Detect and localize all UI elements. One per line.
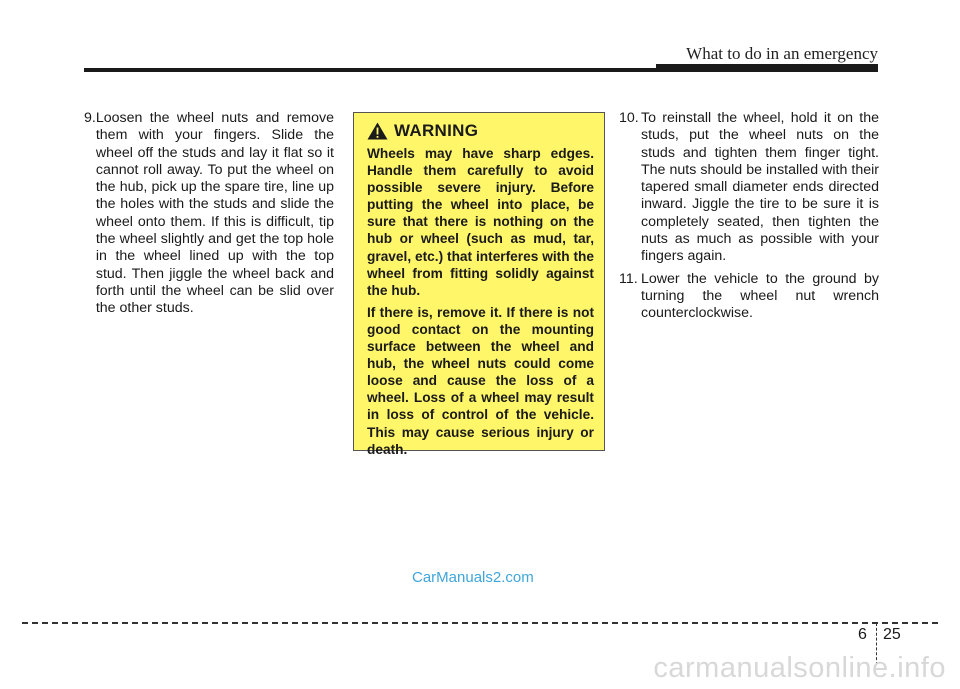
warning-triangle-icon: [367, 122, 388, 140]
warning-title: WARNING: [394, 121, 479, 140]
warning-box: [353, 112, 605, 457]
warning-paragraph: Wheels may have sharp edges. Handle them carefully to avoid possible severe injury. Before putting the wheel into place, be sure that there is nothing on the hub or wheel (such as mud, tar, gravel, etc.) that interferes with the wheel from fitting solidly against the hub.: [367, 146, 594, 298]
step-text: Loosen the wheel nuts and remove them with your fingers. Slide the wheel off the studs and lay it flat so it cannot roll away. To put the wheel on the hub, pick up the spare tire, line up the holes with the studs and slide the wheel onto them. If this is difficult, tip the wheel slightly and get the top hole in the wheel lined up with the top stud. Then jiggle the wheel back and forth until the wheel can be slid over the other studs.: [95, 110, 334, 317]
chapter-number: 6: [858, 626, 867, 643]
step-9: [84, 110, 334, 318]
right-column: [619, 110, 879, 328]
page-number: 25: [883, 626, 901, 643]
step-number: 11.: [619, 270, 638, 287]
watermark-footer: carmanualsonline.info: [653, 652, 946, 684]
step-10: [619, 110, 879, 266]
step-text: Lower the vehicle to the ground by turning the wheel nut wrench counterclockwise.: [641, 270, 879, 322]
step-number: 9.: [84, 110, 96, 126]
step-text: To reinstall the wheel, hold it on the studs, put the wheel nuts on the studs and tighten them finger tight. The nuts should be installed with their tapered small diameter ends directed inward. Jiggle the tire to be sure it is completely seated, then tighten the nuts as much as possible with your fingers again.: [641, 110, 879, 265]
step-number: 10.: [619, 110, 639, 126]
footer-rule: [22, 622, 938, 624]
step-11: [619, 271, 879, 323]
section-title: What to do in an emergency: [686, 44, 878, 63]
warning-header: [367, 121, 594, 141]
left-column: [84, 110, 334, 323]
watermark-link[interactable]: CarManuals2.com: [412, 569, 534, 586]
header-rule-accent: [656, 64, 878, 72]
warning-paragraph: If there is, remove it. If there is not good contact on the mounting surface between the wheel and hub, the wheel nuts could come loose and cause the loss of a wheel. Loss of a wheel may result in loss of control of the vehicle. This may cause serious injury or death.: [367, 304, 594, 457]
